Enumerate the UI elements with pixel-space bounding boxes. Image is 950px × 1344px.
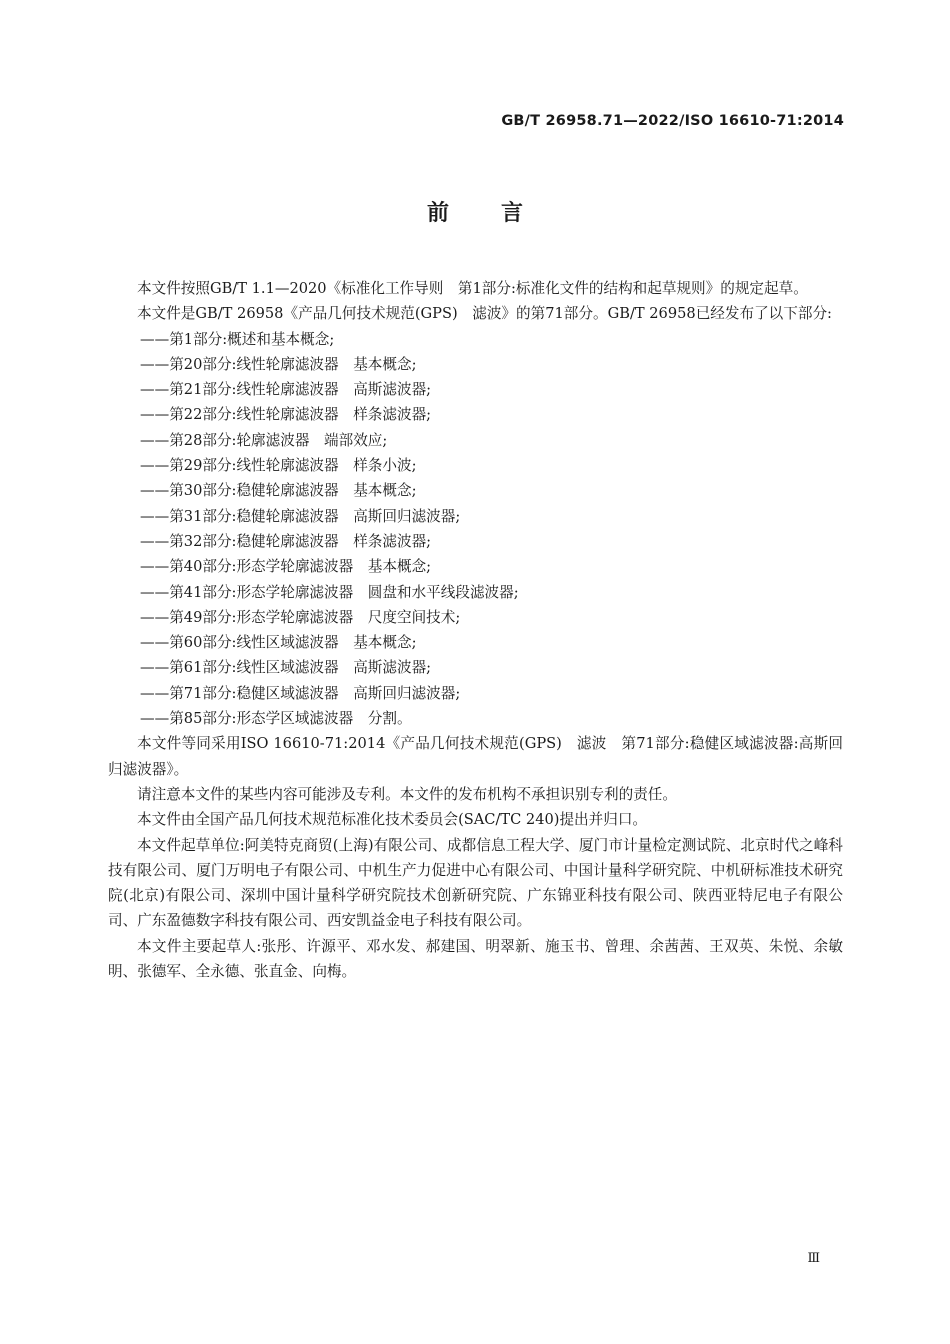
list-item: ——第49部分:形态学轮廓滤波器 尺度空间技术;: [140, 608, 461, 626]
drafters-paragraph: 本文件主要起草人:张彤、许源平、邓水发、郝建国、明翠新、施玉书、曾理、余茜茜、王双英、朱悦、余敏明、张德军、全永德、张直金、向梅。: [108, 937, 843, 981]
page-number: Ⅲ: [807, 1251, 820, 1266]
list-item: ——第30部分:稳健轮廓滤波器 基本概念;: [140, 482, 417, 500]
drafting-units-paragraph: 本文件起草单位:阿美特克商贸(上海)有限公司、成都信息工程大学、厦门市计量检定测试院、北京时代之峰科技有限公司、厦门万明电子有限公司、中机生产力促进中心有限公司、中国计量科学研究院、中机研标准技术研究院(北京)有限公司、深圳中国计量科学研究院技术创新研究院、广东锦亚科技有限公司、陕西亚特尼电子有限公司、广东盈德数字科技有限公司、西安凯益金电子科技有限公司。: [108, 836, 843, 930]
standard-number: GB/T 26958.71—2022/ISO 16610-71:2014: [501, 113, 844, 129]
list-item: ——第20部分:线性轮廓滤波器 基本概念;: [140, 355, 417, 373]
page-title: [0, 196, 950, 227]
list-item: ——第60部分:线性区域滤波器 基本概念;: [140, 634, 417, 652]
list-item: ——第85部分:形态学区域滤波器 分割。: [140, 710, 412, 728]
list-item: ——第29部分:线性轮廓滤波器 样条小波;: [140, 457, 417, 475]
list-item: ——第1部分:概述和基本概念;: [140, 330, 335, 348]
patent-notice: 请注意本文件的某些内容可能涉及专利。本文件的发布机构不承担识别专利的责任。: [137, 785, 677, 803]
intro-paragraph: 本文件按照GB/T 1.1—2020《标准化工作导则 第1部分:标准化文件的结构和起草规则》的规定起草。: [137, 280, 808, 297]
committee-paragraph: 本文件由全国产品几何技术规范标准化技术委员会(SAC/TC 240)提出并归口。: [137, 811, 648, 829]
list-item: ——第22部分:线性轮廓滤波器 样条滤波器;: [140, 406, 432, 424]
list-item: ——第31部分:稳健轮廓滤波器 高斯回归滤波器;: [140, 507, 461, 525]
foreword-body: [108, 276, 843, 984]
title-char-1: 前: [426, 201, 449, 226]
intro-paragraph: 本文件是GB/T 26958《产品几何技术规范(GPS) 滤波》的第71部分。GB/T 26958已经发布了以下部分:: [137, 305, 832, 323]
list-item: ——第21部分:线性轮廓滤波器 高斯滤波器;: [140, 381, 432, 399]
list-item: ——第40部分:形态学轮廓滤波器 基本概念;: [140, 558, 432, 576]
list-item: ——第28部分:轮廓滤波器 端部效应;: [140, 431, 388, 449]
list-item: ——第32部分:稳健轮廓滤波器 样条滤波器;: [140, 532, 432, 550]
list-item: ——第61部分:线性区域滤波器 高斯滤波器;: [140, 659, 432, 677]
adoption-paragraph: 本文件等同采用ISO 16610-71:2014《产品几何技术规范(GPS) 滤波 第71部分:稳健区域滤波器:高斯回归滤波器》。: [108, 735, 843, 778]
list-item: ——第71部分:稳健区域滤波器 高斯回归滤波器;: [140, 684, 461, 702]
parts-list: [108, 327, 843, 732]
title-char-2: 言: [501, 201, 524, 226]
list-item: ——第41部分:形态学轮廓滤波器 圆盘和水平线段滤波器;: [140, 583, 519, 601]
